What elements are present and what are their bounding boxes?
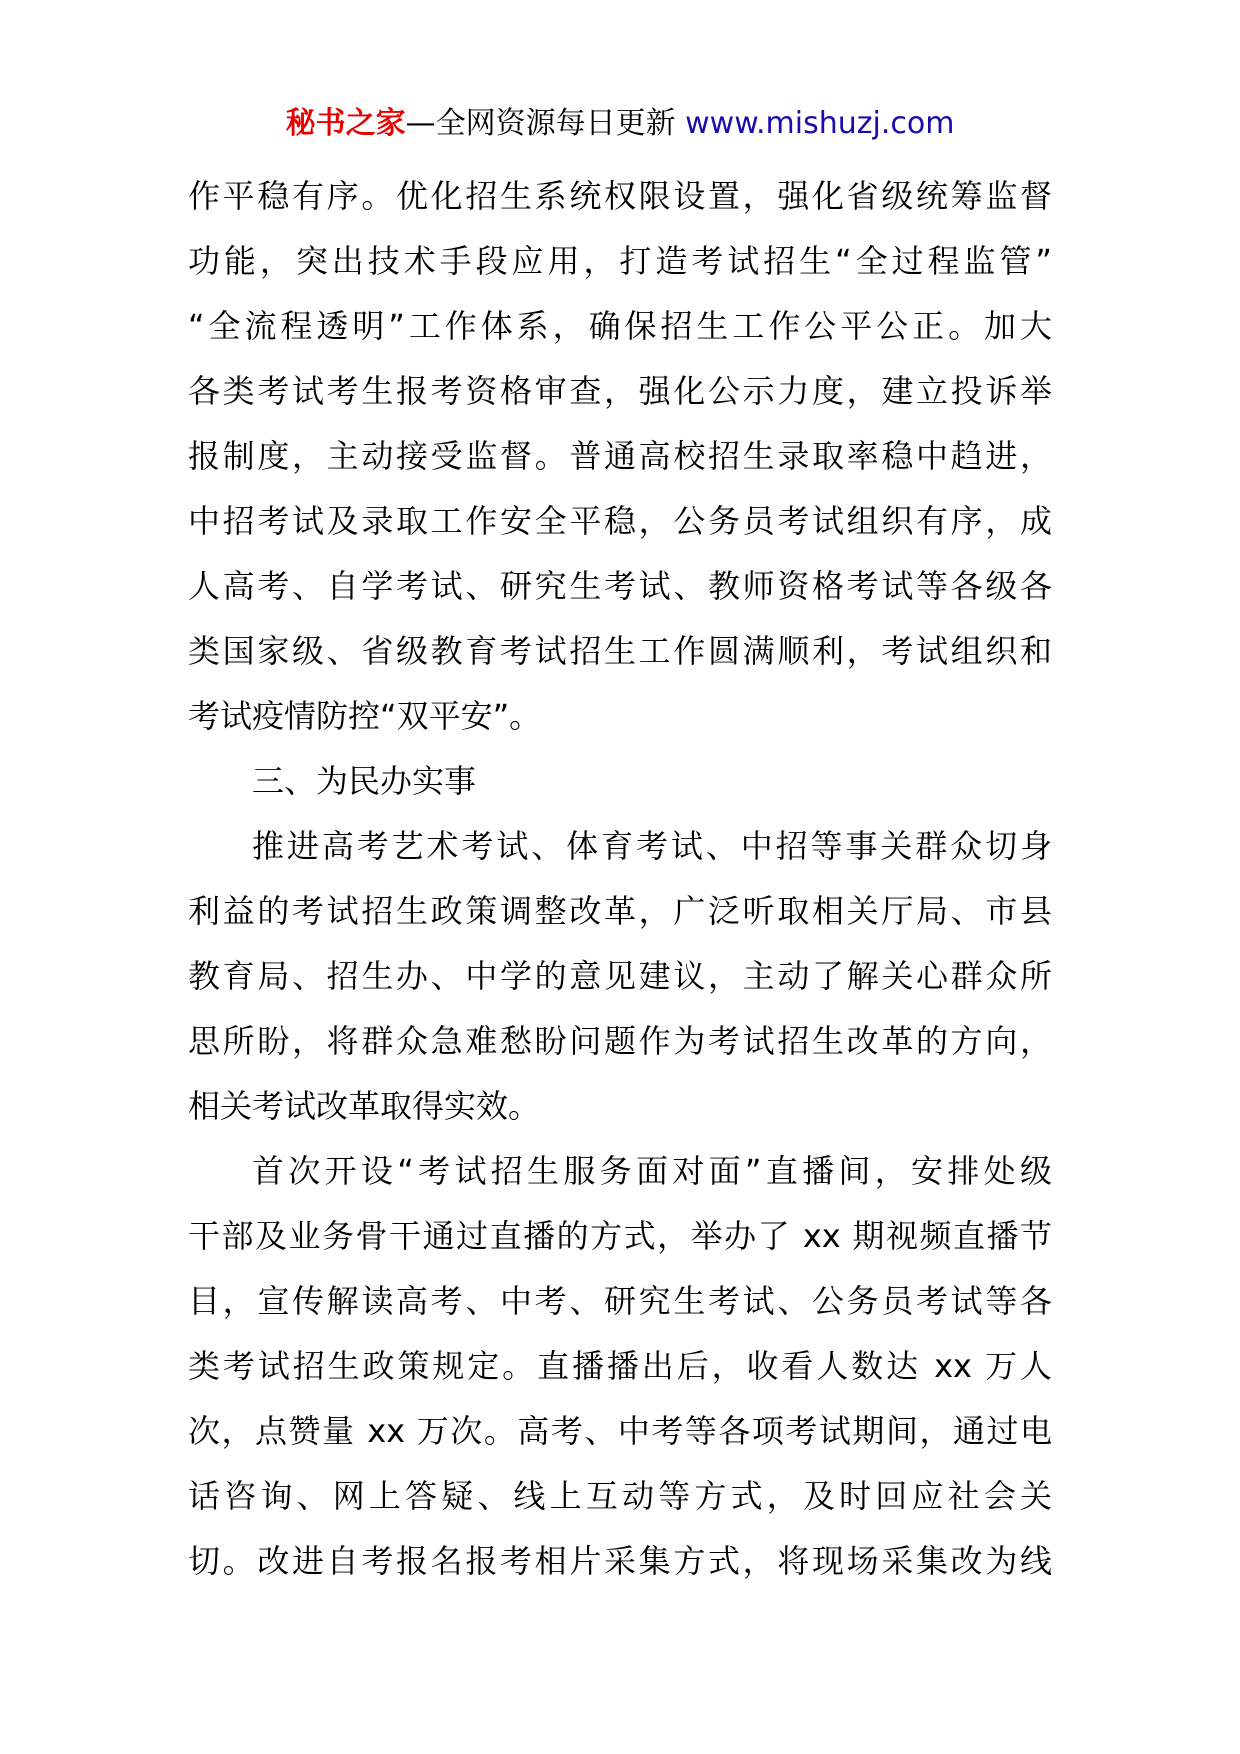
document-body [188, 164, 1052, 1594]
text-line: 目，宣传解读高考、中考、研究生考试、公务员考试等各 [188, 1282, 1052, 1320]
text-line: 中招考试及录取工作安全平稳，公务员考试组织有序，成 [188, 502, 1052, 540]
page-header [0, 100, 1240, 148]
text-line: 首次开设“考试招生服务面对面”直播间，安排处级 [252, 1152, 1052, 1190]
section-heading: 三、为民办实事 [252, 762, 477, 800]
text-line: 话咨询、网上答疑、线上互动等方式，及时回应社会关 [188, 1477, 1052, 1515]
text-line: 教育局、招生办、中学的意见建议，主动了解关心群众所 [188, 957, 1052, 995]
text-line: 作平稳有序。优化招生系统权限设置，强化省级统筹监督 [188, 177, 1052, 215]
text-line: “全流程透明”工作体系，确保招生工作公平公正。加大 [188, 307, 1052, 345]
text-line: 干部及业务骨干通过直播的方式，举办了 xx 期视频直播节 [188, 1217, 1052, 1255]
text-line: 类国家级、省级教育考试招生工作圆满顺利，考试组织和 [188, 632, 1052, 670]
text-line: 类考试招生政策规定。直播播出后，收看人数达 xx 万人 [188, 1347, 1052, 1385]
text-line: 次，点赞量 xx 万次。高考、中考等各项考试期间，通过电 [188, 1412, 1052, 1450]
text-line: 功能，突出技术手段应用，打造考试招生“全过程监管” [188, 242, 1052, 280]
text-line: 各类考试考生报考资格审查，强化公示力度，建立投诉举 [188, 372, 1052, 410]
text-line: 相关考试改革取得实效。 [188, 1087, 541, 1125]
text-line: 思所盼，将群众急难愁盼问题作为考试招生改革的方向， [188, 1022, 1052, 1060]
text-line: 报制度，主动接受监督。普通高校招生录取率稳中趋进， [188, 437, 1052, 475]
text-line: 推进高考艺术考试、体育考试、中招等事关群众切身 [252, 827, 1052, 865]
text-line: 人高考、自学考试、研究生考试、教师资格考试等各级各 [188, 567, 1052, 605]
text-line: 切。改进自考报名报考相片采集方式，将现场采集改为线 [188, 1542, 1052, 1580]
text-line: 考试疫情防控“双平安”。 [188, 697, 542, 735]
text-line: 利益的考试招生政策调整改革，广泛听取相关厅局、市县 [188, 892, 1052, 930]
header-slogan: —全网资源每日更新 [405, 106, 686, 141]
site-link[interactable]: www.mishuzj.com [685, 106, 955, 141]
brand-name: 秘书之家 [285, 106, 406, 141]
